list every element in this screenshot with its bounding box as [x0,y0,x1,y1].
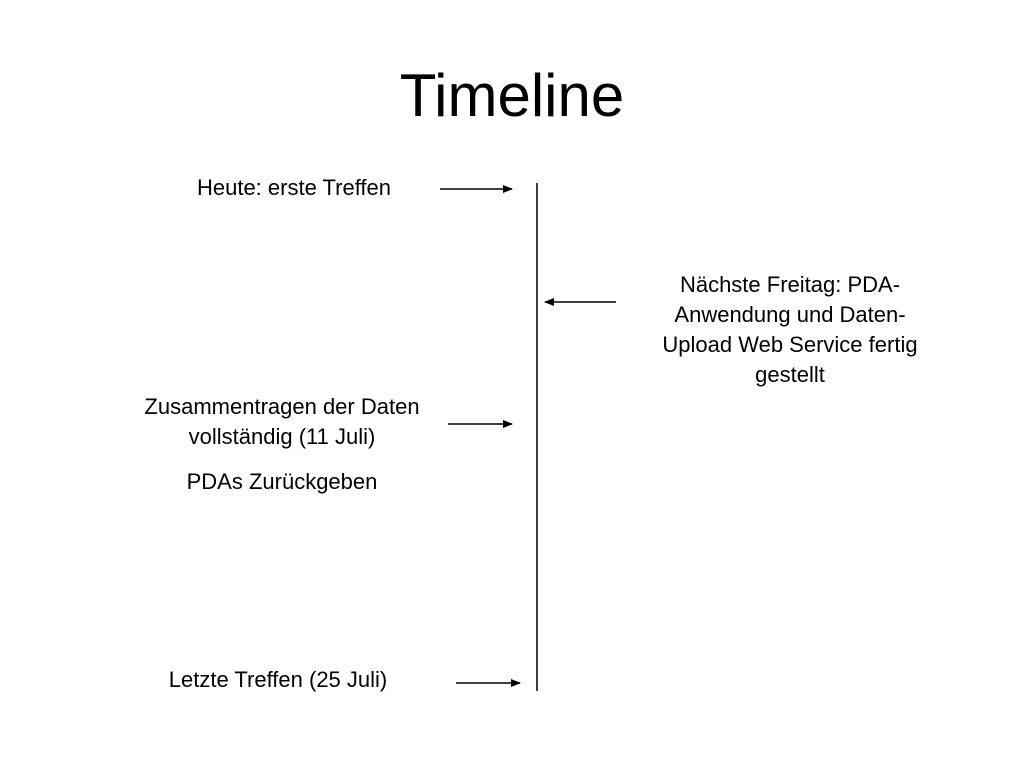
event-label-letzte-treffen: Letzte Treffen (25 Juli) [168,667,388,692]
slide-title: Timeline [399,62,625,129]
event-label-naechste-freitag: Nächste Freitag: PDA-Anwendung und Daten-Upload Web Service fertig gestellt [662,272,918,387]
event-label-zusammentragen: Zusammentragen der Daten vollständig (11 Juli) [144,394,420,449]
event-label-heute: Heute: erste Treffen [196,175,392,200]
event-label-pdas-zurueckgeben: PDAs Zurückgeben [186,469,378,494]
